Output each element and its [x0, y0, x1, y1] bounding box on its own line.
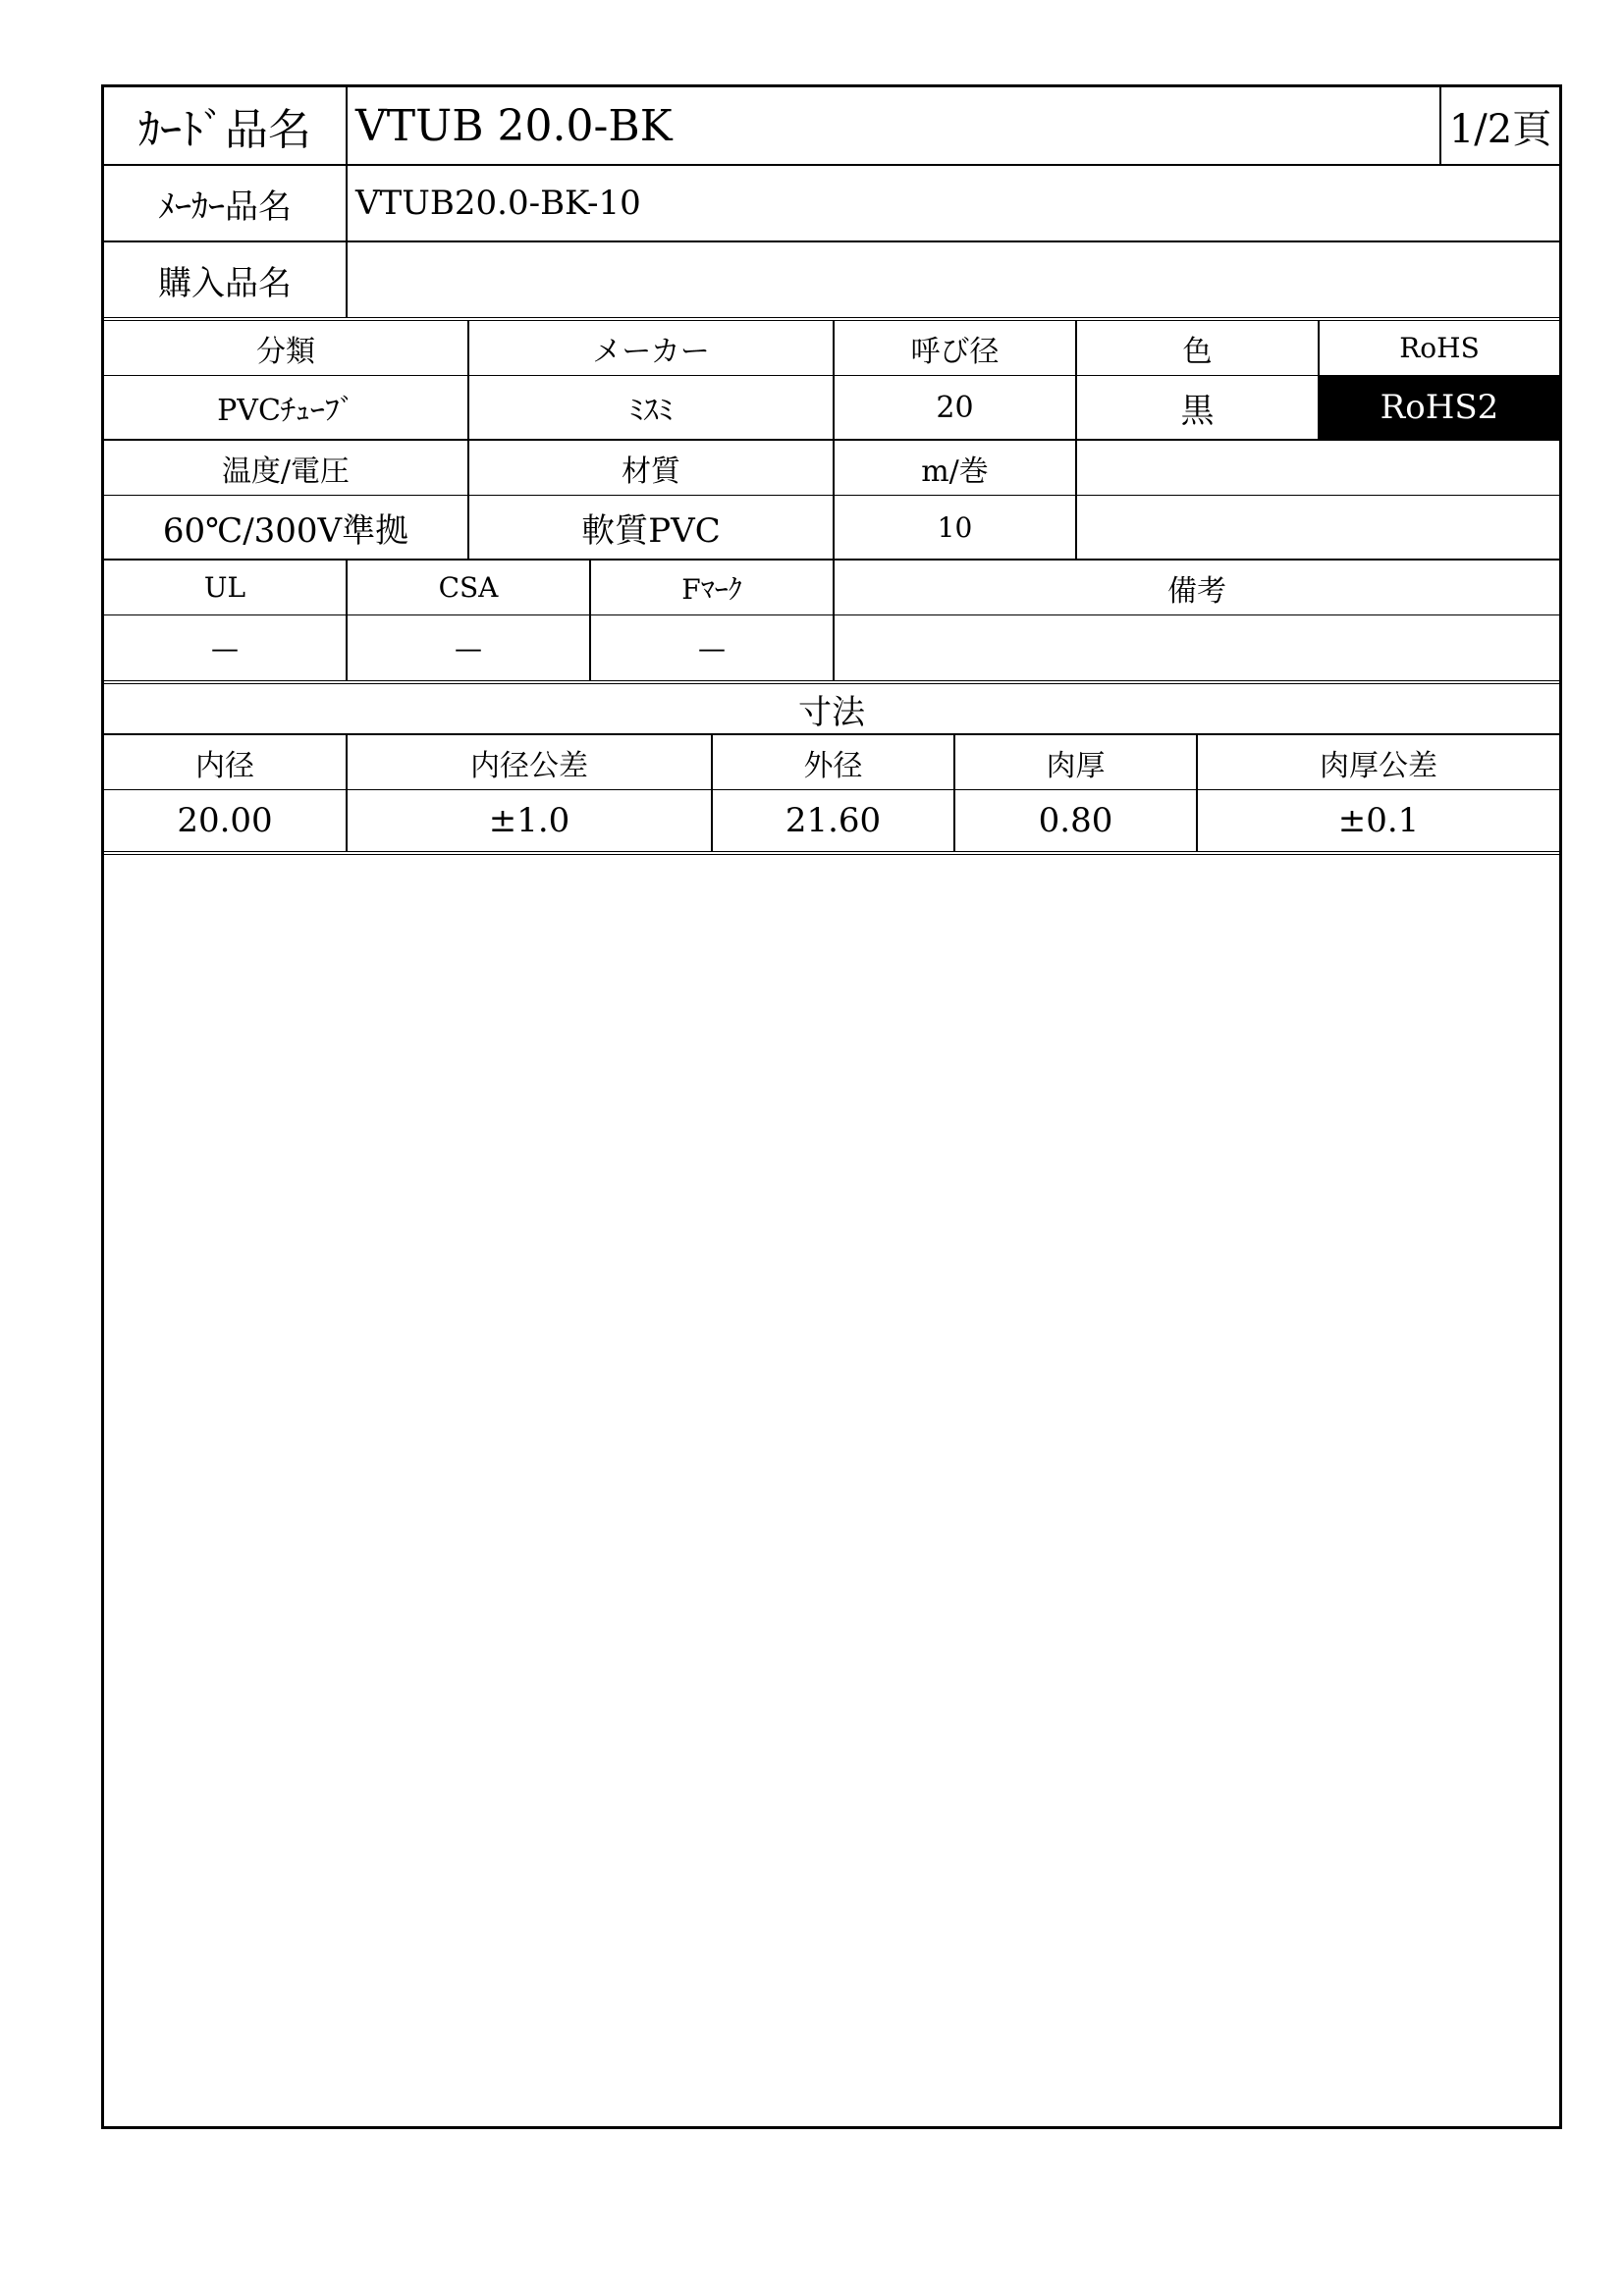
purchase-name-row — [104, 242, 1559, 321]
spec-header-temp-voltage: 温度/電圧 — [104, 441, 469, 495]
dim-header-outer-diameter: 外径 — [713, 735, 955, 789]
spec-value-material: 軟質PVC — [469, 496, 835, 559]
spec-value-csa: — — [348, 615, 591, 680]
dim-header-wall-thickness-tolerance: 肉厚公差 — [1320, 748, 1437, 783]
spec-value-remarks — [835, 615, 1559, 680]
purchase-name-value — [348, 242, 1559, 317]
spec3-header-row — [104, 561, 1559, 615]
dim-value-inner-diameter-tolerance: ±1.0 — [348, 790, 713, 851]
spec-header-meters-per-roll: m/巻 — [835, 441, 1077, 495]
dim-value-wall-thickness: 0.80 — [955, 790, 1198, 851]
spec1-value-row — [104, 376, 1559, 441]
dimensions-title: 寸法 — [798, 692, 865, 732]
spec-value-ul: — — [104, 615, 348, 680]
spec-header-remarks: 備考 — [1167, 573, 1226, 609]
page-indicator: 1/2頁 — [1448, 106, 1552, 152]
spec-value-category: PVCﾁｭｰﾌﾞ — [104, 376, 469, 439]
dim-header-inner-diameter: 内径 — [104, 735, 348, 789]
card-name-label: ｶｰﾄﾞ品名 — [104, 87, 348, 164]
purchase-name-label: 購入品名 — [104, 242, 348, 317]
spec-header-rohs: RoHS — [1399, 332, 1480, 364]
dimensions-header-row — [104, 735, 1559, 790]
spec-value-color: 黒 — [1077, 376, 1320, 439]
rohs-badge: RoHS2 — [1320, 376, 1559, 439]
card-name-row — [104, 87, 1559, 166]
card-name-value: VTUB 20.0-BK — [348, 87, 1441, 164]
spec-header-category: 分類 — [104, 321, 469, 375]
dim-value-inner-diameter: 20.00 — [104, 790, 348, 851]
maker-part-row — [104, 166, 1559, 242]
spec-header-f-mark: Fﾏｰｸ — [591, 561, 835, 614]
dim-value-outer-diameter: 21.60 — [713, 790, 955, 851]
spec-header-maker: メーカー — [469, 321, 835, 375]
spec-value-maker: ﾐｽﾐ — [469, 376, 835, 439]
dimensions-title-row — [104, 684, 1559, 735]
spec-header-csa: CSA — [348, 561, 591, 614]
dim-value-wall-thickness-tolerance: ±0.1 — [1337, 801, 1420, 840]
dimensions-value-row — [104, 790, 1559, 855]
spec-value-meters-per-roll: 10 — [835, 496, 1077, 559]
spec-card — [101, 84, 1562, 2129]
spec-header-color: 色 — [1077, 321, 1320, 375]
dim-header-inner-diameter-tolerance: 内径公差 — [348, 735, 713, 789]
spec2-value-row — [104, 496, 1559, 561]
spec-header-material: 材質 — [469, 441, 835, 495]
spec-value-blank — [1077, 496, 1559, 559]
spec1-header-row — [104, 321, 1559, 376]
spec3-value-row — [104, 615, 1559, 684]
spec-header-ul: UL — [104, 561, 348, 614]
spec2-header-row — [104, 441, 1559, 496]
maker-part-value: VTUB20.0-BK-10 — [355, 184, 641, 223]
spec-header-nominal-diameter: 呼び径 — [835, 321, 1077, 375]
maker-part-label: ﾒｰｶｰ品名 — [104, 166, 348, 240]
spec-value-nominal-diameter: 20 — [835, 376, 1077, 439]
dim-header-wall-thickness: 肉厚 — [955, 735, 1198, 789]
spec-header-blank — [1077, 441, 1559, 495]
drawing-area — [104, 859, 1559, 2122]
spec-value-f-mark: — — [591, 615, 835, 680]
spec-value-temp-voltage: 60℃/300V準拠 — [104, 496, 469, 559]
